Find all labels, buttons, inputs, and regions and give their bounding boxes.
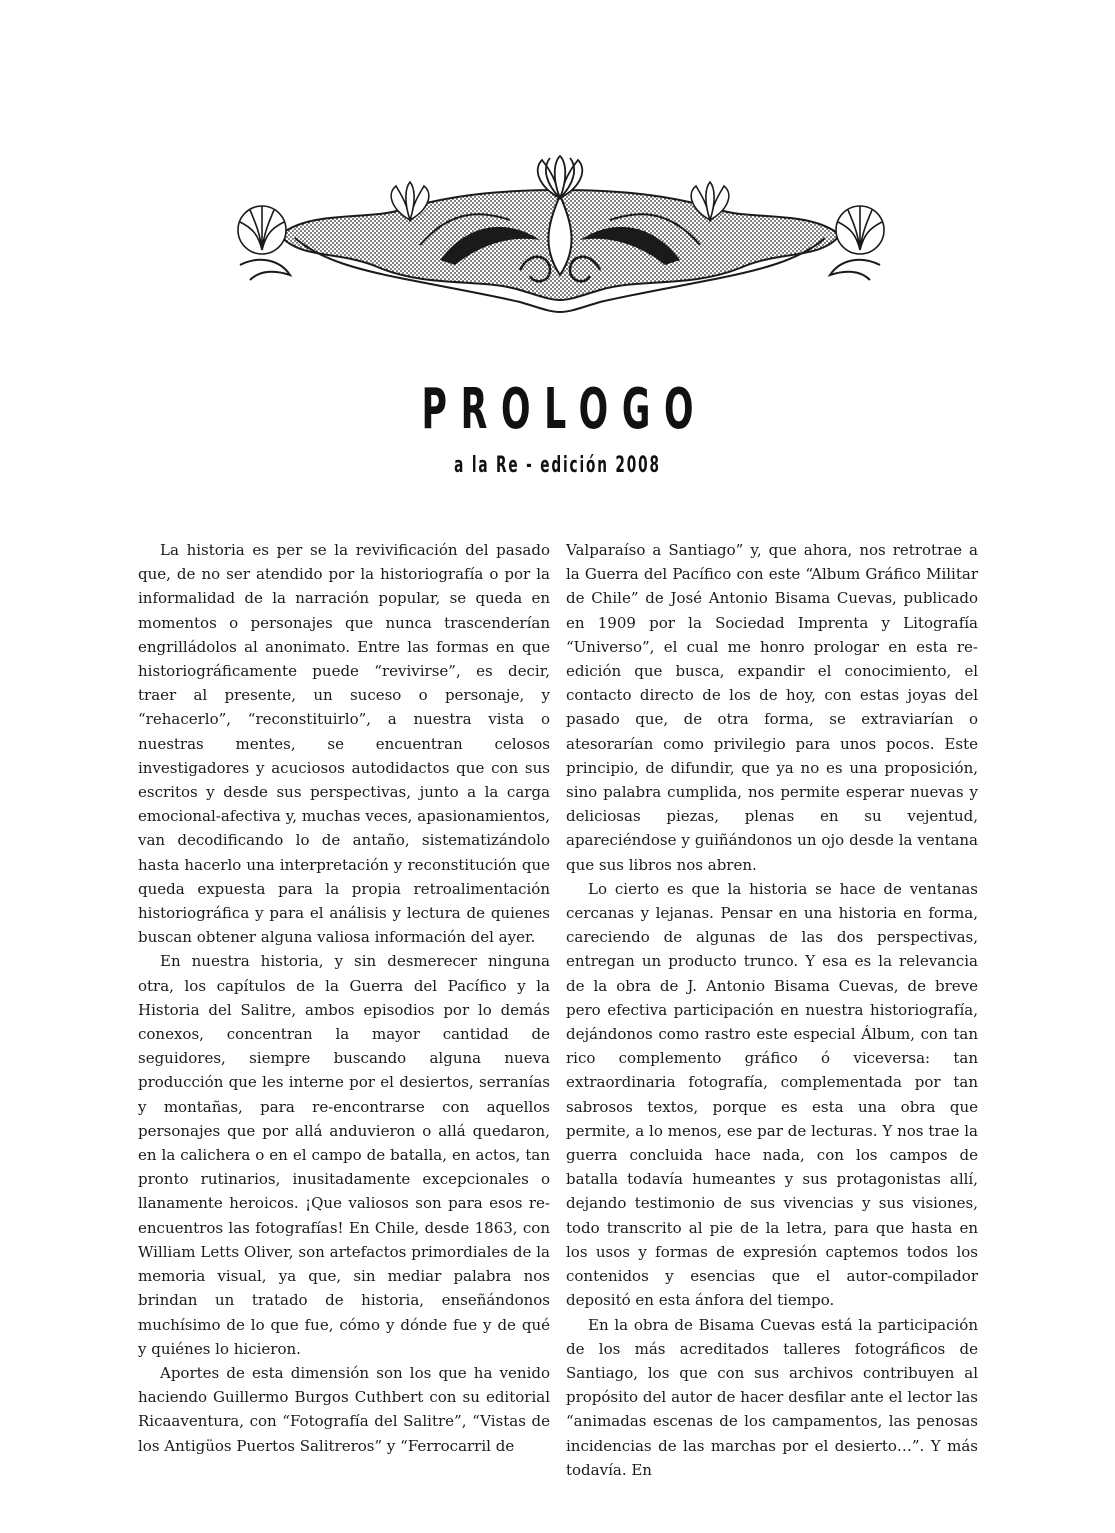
paragraph: En nuestra historia, y sin desmerecer ninguna otra, los capítulos de la Guerra del Pacífico y la Historia del Salitre, ambos episodios por lo demás conexos, concentran la mayor cantidad de seguidores, siempre buscando alguna nueva producción que les interne por el desiertos, serranías y montañas, para re-encontrarse con aquellos personajes que por allá anduvieron o allá quedaron, en la calichera o en el campo de batalla, en actos, tan pronto rutinarios, inusitadamente excepcionales o llanamente heroicos. ¡Que valiosos son para esos re-encuentros las fotografías! En Chile, desde 1863, con William Letts Oliver, son artefactos primordiales de la memoria visual, ya que, sin mediar palabra nos brindan un tratado de historia, enseñándonos muchísimo de lo que fue, cómo y dónde fue y de qué y quiénes lo hicieron.: [138, 952, 550, 1358]
paragraph: Valparaíso a Santiago” y, que ahora, nos retrotrae a la Guerra del Pacífico con este “Album Gráfico Militar de Chile” de José Antonio Bisama Cuevas, publicado en 1909 por la Sociedad Imprenta y Litografía “Universo”, el cual me honro prologar en esta re-edición que busca, expandir el conocimiento, el contacto directo de los de hoy, con estas joyas del pasado que, de otra forma, se extraviarían o atesorarían como privilegio para unos pocos. Este principio, de difundir, que ya no es una proposición, sino palabra cumplida, nos permite esperar nuevas y deliciosas piezas, plenas en su vejentud, apareciéndose y guiñándonos un ojo desde la ventana que sus libros nos abren.: [566, 541, 978, 874]
paragraph: La historia es per se la revivificación del pasado que, de no ser atendido por la historiografía o por la informalidad de la narración popular, se queda en momentos o personajes que nunca trascenderían engrilládolos al anonimato. Entre las formas en que historiográficamente puede “revivirse”, es decir, traer al presente, un suceso o personaje, y “rehacerlo”, “reconstituirlo”, a nuestra vista o nuestras mentes, se encuentran celosos investigadores y acuciosos autodidactos que con sus escritos y desde sus perspectivas, junto a la carga emocional-afectiva y, muchas veces, apasionamientos, van decodificando lo de antaño, sistematizándolo hasta hacerlo una interpretación y reconstitución que queda expuesta para la propia retroalimentación historiográfica y para el análisis y lectura de quienes buscan obtener alguna valiosa información del ayer.: [138, 541, 550, 947]
paragraph: Aportes de esta dimensión son los que ha venido haciendo Guillermo Burgos Cuthbert con su editorial Ricaaventura, con “Fotografía del Salitre”, “Vistas de los Antigüos Puertos Salitreros” y “Ferrocarril de: [138, 1363, 550, 1455]
page-title: PROLOGO: [421, 377, 708, 442]
body-columns: [138, 538, 978, 1482]
page-subtitle: a la Re - edición 2008: [454, 453, 661, 478]
left-column: [138, 538, 550, 1482]
paragraph: En la obra de Bisama Cuevas está la participación de los más acreditados talleres fotográficos de Santiago, los que con sus archivos contribuyen al propósito del autor de hacer desfilar ante el lector las “animadas escenas de los campamentos, las penosas incidencias de las marchas por el desierto…”. Y más todavía. En: [566, 1315, 978, 1479]
title-block: [0, 375, 1115, 481]
paragraph: Lo cierto es que la historia se hace de ventanas cercanas y lejanas. Pensar en una historia en forma, careciendo de algunas de las dos perspectivas, entregan un producto trunco. Y esa es la relevancia de la obra de J. Antonio Bisama Cuevas, de breve pero efectiva participación en nuestra historiografía, dejándonos como rastro este especial Álbum, con tan rico complemento gráfico ó viceversa: tan extraordinaria fotografía, complementada por tan sabrosos textos, porque es esta una obra que permite, a lo menos, ese par de lecturas. Y nos trae la guerra concluida hace nada, con los campos de batalla todavía humeantes y sus protagonistas allí, dejando testimonio de sus vivencias y sus visiones, todo transcrito al pie de la letra, para que hasta en los usos y formas de expresión captemos todos los contenidos y esencias que el autor-compilador depositó en esta ánfora del tiempo.: [566, 879, 978, 1310]
right-column: [566, 538, 978, 1482]
floral-ornament-icon: [220, 150, 900, 330]
